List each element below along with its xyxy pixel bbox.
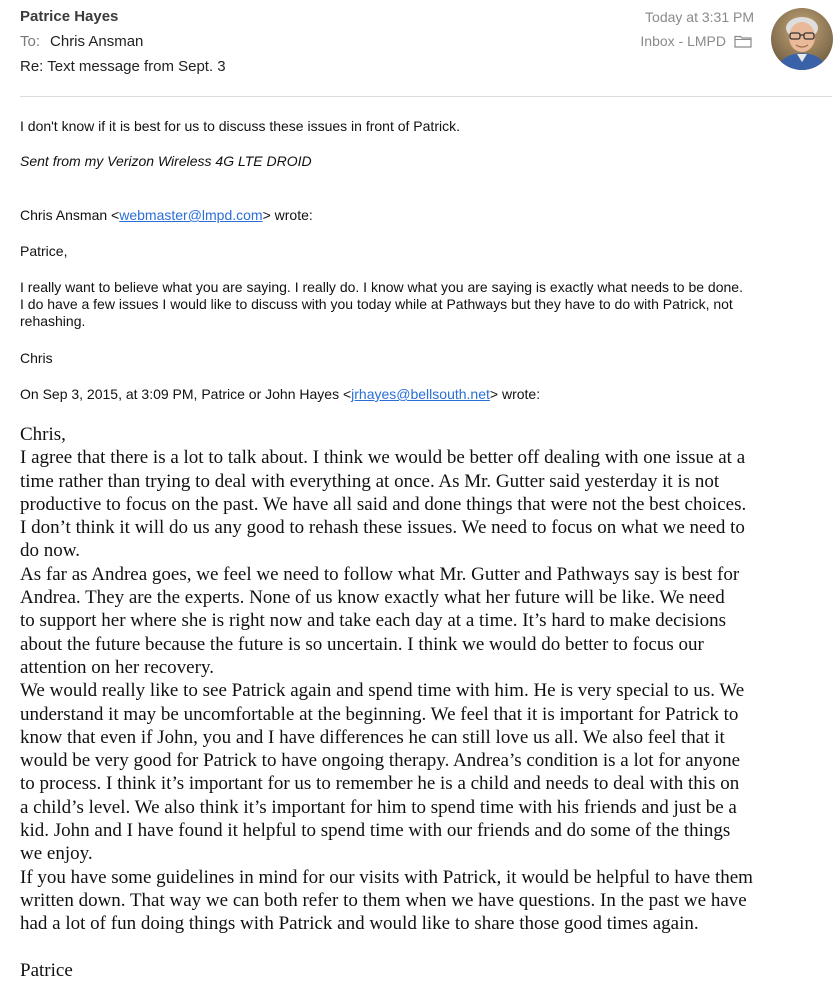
to-label: To: [20, 33, 41, 50]
letter-line: If you have some guidelines in mind for our visits with Patrick, it would be helpful to have them [20, 866, 753, 888]
message-date: Today at 3:31 PM [645, 9, 754, 25]
message-header [0, 0, 840, 96]
letter-line: we enjoy. [20, 843, 93, 865]
sender-avatar[interactable] [771, 8, 833, 70]
recipient-line [20, 33, 143, 50]
letter-spacer [20, 936, 820, 959]
email-link-webmaster[interactable]: webmaster@lmpd.com [119, 207, 263, 223]
letter-line: As far as Andrea goes, we feel we need to follow what Mr. Gutter and Pathways say is best for [20, 563, 740, 585]
quote-attribution-1 [20, 207, 313, 224]
letter-line: Chris, [20, 424, 66, 445]
letter-line: Andrea. They are the experts. None of us know exactly what her future will be like. We need [20, 587, 725, 609]
quote-from-prefix: Chris Ansman < [20, 207, 120, 223]
quote-sign-off: Chris [20, 350, 53, 366]
quote-attribution-2 [20, 386, 540, 403]
sender-name[interactable]: Patrice Hayes [20, 8, 119, 25]
letter-line: productive to focus on the past. We have all said and done things that were not the best choices. [20, 493, 747, 515]
header-divider [20, 96, 832, 97]
recipient-name[interactable]: Chris Ansman [50, 33, 144, 50]
quote-from-suffix: > wrote: [262, 207, 313, 223]
quote-body-line: rehashing. [20, 313, 86, 329]
quoted-letter [20, 423, 820, 982]
letter-line: time rather than trying to deal with everything at once. As Mr. Gutter said yesterday it is not [20, 470, 720, 492]
quote-greeting: Patrice, [20, 243, 68, 259]
subject-line: Re: Text message from Sept. 3 [20, 58, 226, 75]
letter-line: I don’t think it will do us any good to rehash these issues. We need to focus on what we need to [20, 517, 745, 539]
letter-sign-off: Patrice [20, 959, 73, 981]
letter-line: a child’s level. We also think it’s important for him to spend time with his friends and just be a [20, 796, 737, 818]
letter-line: understand it may be uncomfortable at the beginning. We feel that it is important for Patrick to [20, 703, 739, 725]
quote-from-prefix: On Sep 3, 2015, at 3:09 PM, Patrice or John Hayes < [20, 386, 352, 402]
letter-line: kid. John and I have found it helpful to spend time with our friends and do some of the things [20, 820, 731, 842]
quote-body-line: I do have a few issues I would like to discuss with you today while at Pathways but they have to do with Patrick, not [20, 296, 733, 312]
folder-icon [734, 34, 752, 48]
mailbox-label[interactable] [640, 33, 752, 49]
letter-line: to support her where she is right now and take each day at a time. It’s hard to make decisions [20, 610, 726, 632]
letter-line: written down. That way we can both refer to them when we have questions. In the past we have [20, 889, 747, 911]
letter-line: know that even if John, you and I have differences he can still love us all. We also feel that it [20, 726, 725, 748]
letter-line: to process. I think it’s important for us to remember he is a child and needs to deal with this on [20, 773, 740, 795]
letter-line: We would really like to see Patrick again and spend time with him. He is very special to us. We [20, 680, 745, 702]
letter-line: had a lot of fun doing things with Patrick and would like to share those good times again. [20, 913, 699, 935]
letter-line: I agree that there is a lot to talk about. I think we would be better off dealing with one issue at a [20, 447, 746, 469]
email-link-jrhayes[interactable]: jrhayes@bellsouth.net [351, 386, 490, 402]
letter-line: about the future because the future is so uncertain. I think we would do better to focus our [20, 633, 704, 655]
mobile-signature: Sent from my Verizon Wireless 4G LTE DROID [20, 153, 312, 169]
reply-text: I don't know if it is best for us to discuss these issues in front of Patrick. [20, 118, 460, 134]
quote-body-line: I really want to believe what you are saying. I really do. I know what you are saying is exactly what needs to be done. [20, 279, 743, 295]
letter-line: would be very good for Patrick to have ongoing therapy. Andrea’s condition is a lot for anyone [20, 750, 741, 772]
letter-line: do now. [20, 540, 80, 562]
quote-from-suffix: > wrote: [489, 386, 541, 402]
mailbox-name: Inbox - LMPD [640, 33, 726, 49]
letter-line: attention on her recovery. [20, 656, 214, 678]
